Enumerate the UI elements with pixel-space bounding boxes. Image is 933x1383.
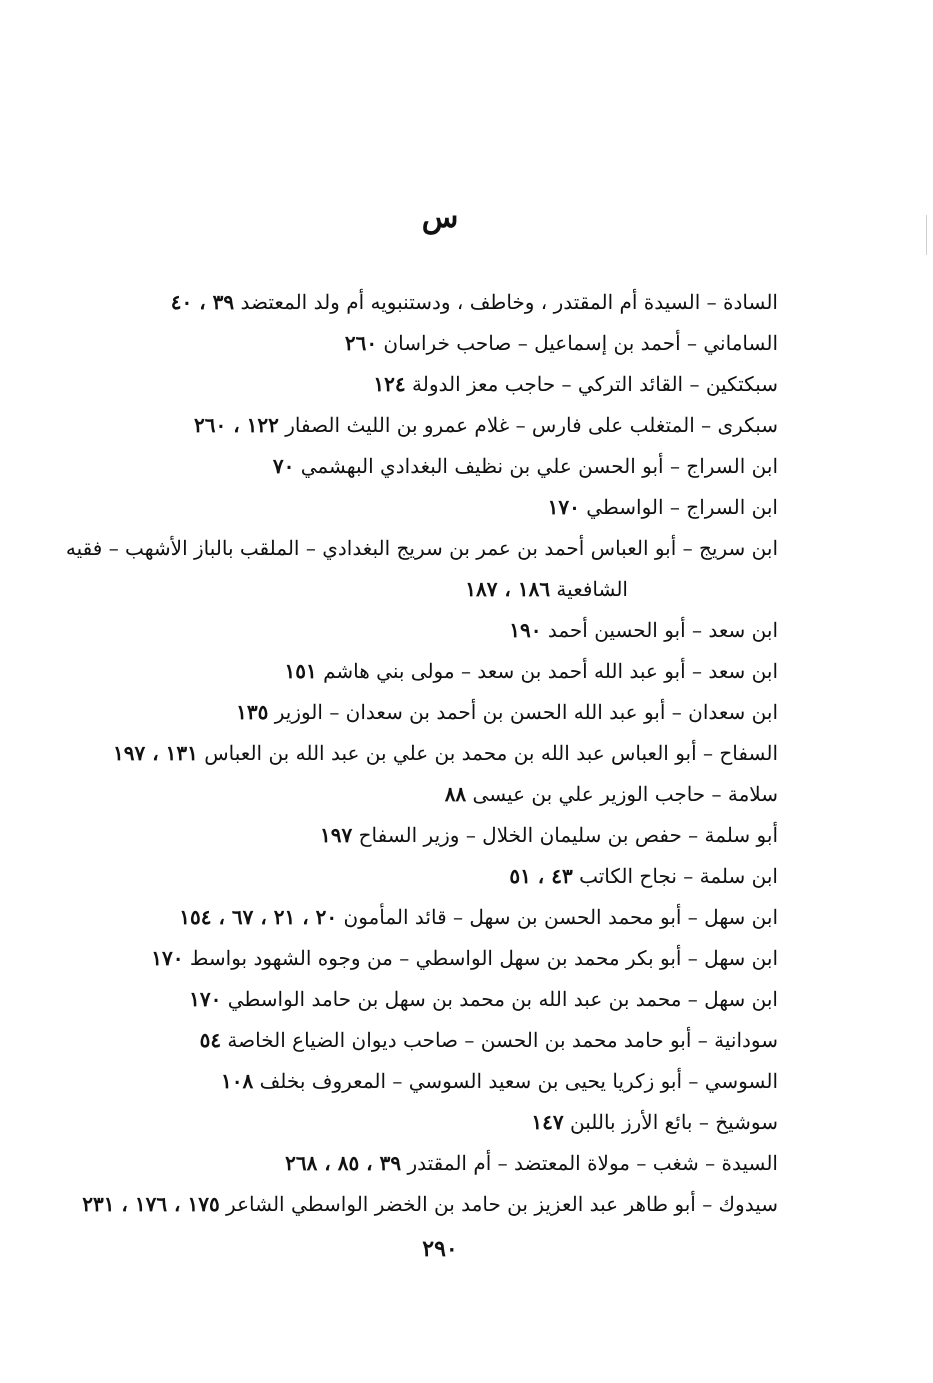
index-entry [98, 1020, 778, 1061]
entry-text: السوسي – أبو زكريا يحيى بن سعيد السوسي – المعروف بخلف [253, 1069, 778, 1093]
entry-page-refs: ١٣١ ، ١٩٧ [113, 741, 198, 765]
entry-page-refs: ٣٩ ، ٤٠ [170, 290, 235, 314]
entry-page-refs: ٢٦٠ [344, 331, 378, 355]
index-entry [98, 282, 778, 323]
entry-text: ابن سعد – أبو الحسين أحمد [541, 618, 778, 642]
entry-page-refs: ١٧٠ [151, 946, 184, 970]
entry-text: الشافعية [550, 577, 628, 601]
entry-page-refs: ١٠٨ [221, 1069, 254, 1093]
entry-page-refs: ٧٠ [272, 454, 295, 478]
entry-text: الساماني – أحمد بن إسماعيل – صاحب خراسان [377, 331, 778, 355]
index-entry [98, 446, 778, 487]
entry-text: ابن سهل – أبو بكر محمد بن سهل الواسطي – من وجوه الشهود بواسط [183, 946, 778, 970]
index-entry [98, 1143, 778, 1184]
entry-text: سبكرى – المتغلب على فارس – غلام عمرو بن الليث الصفار [278, 413, 778, 437]
entry-page-refs: ١٥١ [284, 659, 317, 683]
page-number: ٢٩٠ [422, 1236, 458, 1262]
index-entry [98, 938, 778, 979]
entry-text: ابن السراج – أبو الحسن علي بن نظيف البغدادي البهشمي [294, 454, 778, 478]
entry-page-refs: ٨٨ [444, 782, 467, 806]
entry-text: سبكتكين – القائد التركي – حاجب معز الدولة [405, 372, 778, 396]
index-entry [98, 1102, 778, 1143]
entry-page-refs: ١٩٠ [509, 618, 542, 642]
entry-text: السادة – السيدة أم المقتدر ، وخاطف ، ودستنبويه أم ولد المعتضد [234, 290, 778, 314]
entry-page-refs: ٤٣ ، ٥١ [509, 864, 573, 888]
entry-page-refs: ١٩٧ [319, 823, 353, 847]
scan-edge-mark [926, 215, 927, 255]
index-entry [98, 815, 778, 856]
index-entry-continuation [98, 569, 778, 610]
entry-page-refs: ١٢٤ [373, 372, 406, 396]
entry-page-refs: ١٧٠ [547, 495, 580, 519]
index-entry [98, 979, 778, 1020]
index-entry [98, 487, 778, 528]
entry-page-refs: ١٢٢ ، ٢٦٠ [194, 413, 279, 437]
entry-page-refs: ٣٩ ، ٨٥ ، ٢٦٨ [285, 1151, 402, 1175]
index-entry [98, 323, 778, 364]
index-entry [98, 1061, 778, 1102]
entry-text: ابن السراج – الواسطي [579, 495, 778, 519]
entry-text: السيدة – شغب – مولاة المعتضد – أم المقتدر [401, 1151, 778, 1175]
entry-text: ابن سريج – أبو العباس أحمد بن عمر بن سريج البغدادي – الملقب بالباز الأشهب – فقيه [65, 536, 778, 560]
entry-text: ابن سهل – أبو محمد الحسن بن سهل – قائد المأمون [337, 905, 778, 929]
entry-text: ابن سلمة – نجاح الكاتب [572, 864, 778, 888]
entry-page-refs: ٢٠ ، ٢١ ، ٦٧ ، ١٥٤ [179, 905, 338, 929]
entry-page-refs: ١٤٧ [531, 1110, 564, 1134]
entry-text: سلامة – حاجب الوزير علي بن عيسى [466, 782, 778, 806]
entry-text: سيدوك – أبو طاهر عبد العزيز بن حامد بن الخضر الواسطي الشاعر [219, 1192, 778, 1216]
index-entry-list [65, 282, 778, 1225]
entry-page-refs: ١٧٠ [189, 987, 222, 1011]
index-entry [65, 528, 778, 569]
index-entry [98, 692, 778, 733]
entry-text: ابن سعد – أبو عبد الله أحمد بن سعد – مولى بني هاشم [316, 659, 778, 683]
entry-text: السفاح – أبو العباس عبد الله بن محمد بن علي بن عبد الله بن العباس [197, 741, 778, 765]
index-entry [98, 733, 778, 774]
entry-text: ابن سعدان – أبو عبد الله الحسن بن أحمد بن سعدان – الوزير [268, 700, 778, 724]
entry-text: ابن سهل – محمد بن عبد الله بن محمد بن سهل بن حامد الواسطي [221, 987, 778, 1011]
section-letter-heading: س [421, 200, 459, 235]
index-entry [98, 405, 778, 446]
index-entry [98, 897, 778, 938]
entry-text: سوشيخ – بائع الأرز باللبن [563, 1110, 778, 1134]
entry-page-refs: ١٨٦ ، ١٨٧ [465, 577, 551, 601]
entry-page-refs: ١٣٥ [236, 700, 269, 724]
index-entry [98, 774, 778, 815]
entry-page-refs: ١٧٥ ، ١٧٦ ، ٢٣١ [82, 1192, 220, 1216]
index-entry [98, 651, 778, 692]
entry-page-refs: ٥٤ [199, 1028, 222, 1052]
index-entry [98, 364, 778, 405]
index-entry [82, 1184, 778, 1225]
entry-text: أبو سلمة – حفص بن سليمان الخلال – وزير السفاح [352, 823, 778, 847]
entry-text: سودانية – أبو حامد محمد بن الحسن – صاحب ديوان الضياع الخاصة [221, 1028, 778, 1052]
index-entry [98, 856, 778, 897]
index-entry [98, 610, 778, 651]
